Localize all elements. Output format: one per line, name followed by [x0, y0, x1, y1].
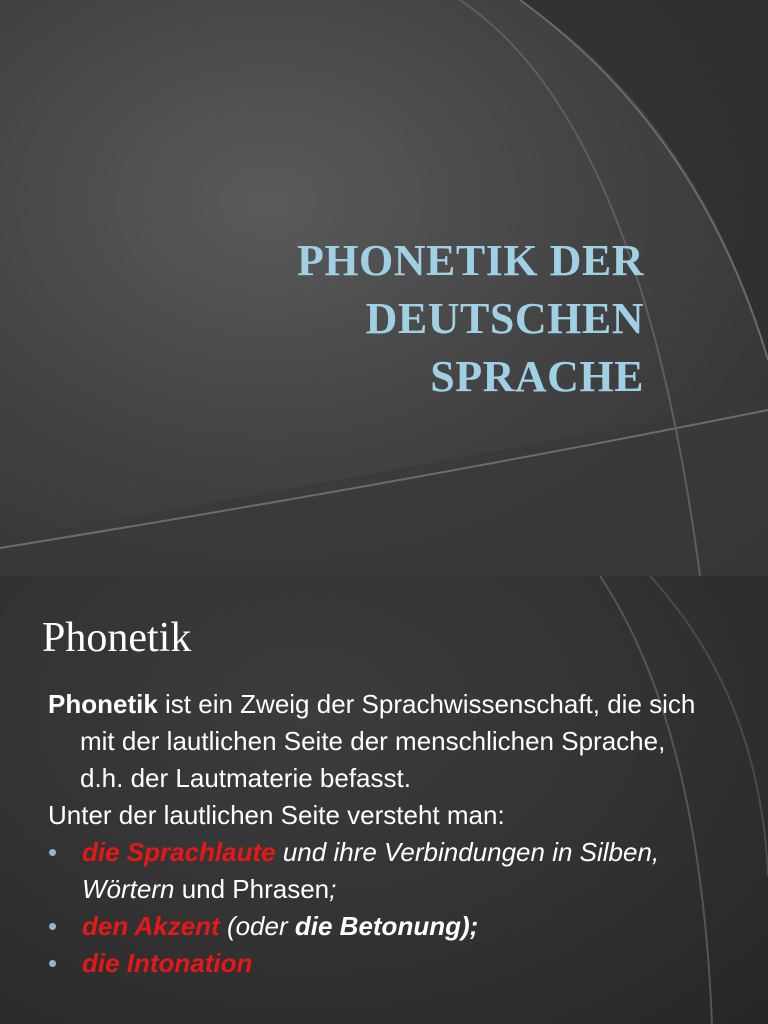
bullet-1-keyword: die Sprachlaute: [82, 837, 276, 867]
bullet-icon: •: [48, 837, 58, 867]
bullet-1-plain: und Phrasen: [174, 874, 330, 904]
title-line-3: SPRACHE: [430, 352, 644, 401]
content-slide: [0, 576, 768, 1024]
bullet-2-italic: (oder: [219, 911, 295, 941]
slide-heading: Phonetik: [42, 615, 192, 661]
definition-text: ist ein Zweig der Sprachwissenschaft, die sich mit der lautlichen Seite der menschlichen Sprache, d.h. der Lautmaterie befasst.: [80, 689, 696, 793]
bullet-sprachlaute: [48, 834, 708, 908]
bullet-1-italic: und ihre Verbindungen in Silben, Wörtern: [82, 837, 660, 904]
definition-paragraph: [48, 686, 708, 797]
bullet-icon: •: [48, 948, 58, 978]
title-line-1: PHONETIK DER: [296, 236, 644, 285]
intro-text: Unter der lautlichen Seite versteht man:: [48, 800, 505, 830]
title-line-2: DEUTSCHEN: [365, 294, 644, 343]
slide-title: [297, 232, 644, 406]
slide-body: [48, 686, 708, 982]
bullet-1-end: ;: [329, 874, 337, 904]
bullet-3-keyword: die Intonation: [82, 948, 253, 978]
bullet-2-keyword: den Akzent: [82, 911, 220, 941]
definition-term: Phonetik: [48, 689, 158, 719]
bullet-intonation: [48, 945, 708, 982]
bullet-icon: •: [48, 911, 58, 941]
bullet-2-bold: die Betonung);: [294, 911, 479, 941]
bullet-akzent: [48, 908, 708, 945]
